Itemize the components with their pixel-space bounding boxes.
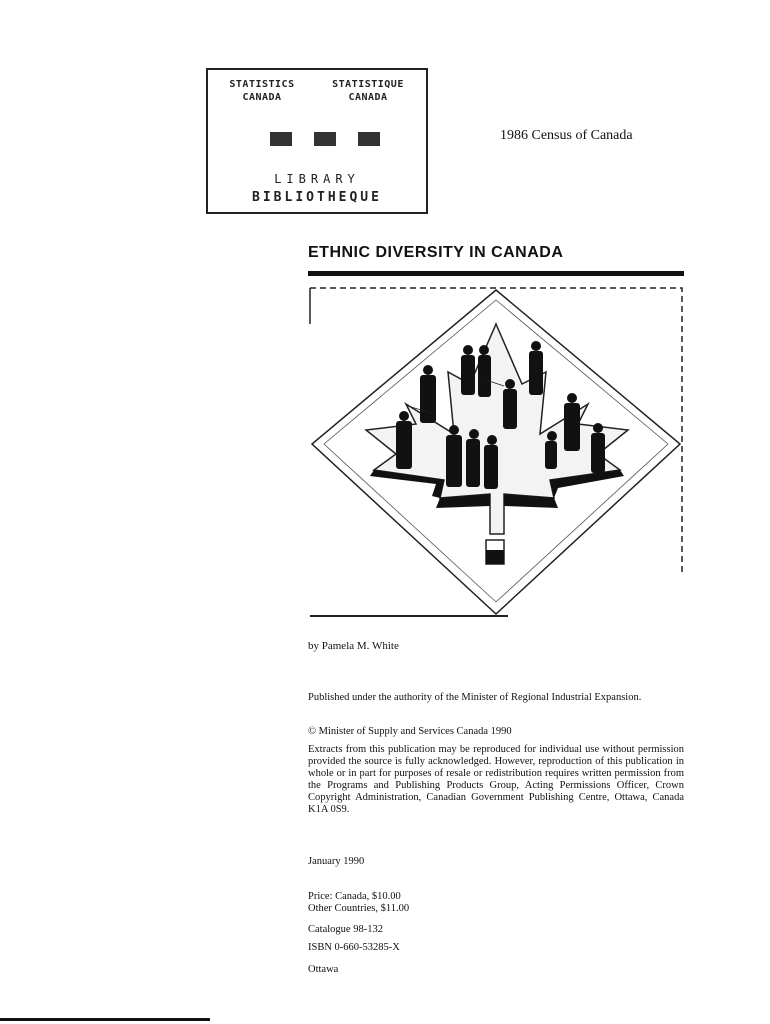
census-heading: 1986 Census of Canada [500,128,633,143]
stamp-mark [358,132,380,146]
stamp-mark [270,132,292,146]
title-rule [308,271,684,276]
stamp-right-line1: STATISTIQUE [332,79,404,90]
authority-statement: Published under the authority of the Minister of Regional Industrial Expansion. [308,692,642,703]
reproduction-notice: Extracts from this publication may be reproduced for individual use without permission provided the source is fully acknowledged. However, reproduction of this publication in whole or in part for purposes of resale or redistribution requires written permission from the Programs and Publishing Products Group, Acting Permissions Officer, Crown Copyright Administration, Canadian Government Publishing Centre, Ottawa, Canada K1A 0S9. [308,744,684,815]
stamp-mark [314,132,336,146]
stamp-right-line2: CANADA [348,92,388,103]
stamp-left-line1: STATISTICS [229,79,295,90]
author-line: by Pamela M. White [308,640,399,652]
stamp-library: LIBRARY [274,172,360,186]
bottom-rule [0,1018,210,1021]
city: Ottawa [308,964,339,975]
stamp-bibliotheque: BIBLIOTHEQUE [252,190,382,205]
page-title: ETHNIC DIVERSITY IN CANADA [308,244,564,261]
stamp-date-marks [270,132,380,146]
catalogue-number: Catalogue 98-132 [308,924,383,935]
price-other: Other Countries, $11.00 [308,903,410,914]
publication-date: January 1990 [308,856,365,867]
stamp-left-line2: CANADA [242,92,282,103]
isbn: ISBN 0-660-53285-X [308,942,400,953]
stamp-right [318,78,418,104]
library-stamp [206,68,428,214]
maple-leaf-illustration [308,284,684,618]
copyright-line: © Minister of Supply and Services Canada 1990 [308,726,512,737]
price-canada: Price: Canada, $10.00 [308,891,401,902]
stamp-left [212,78,312,104]
